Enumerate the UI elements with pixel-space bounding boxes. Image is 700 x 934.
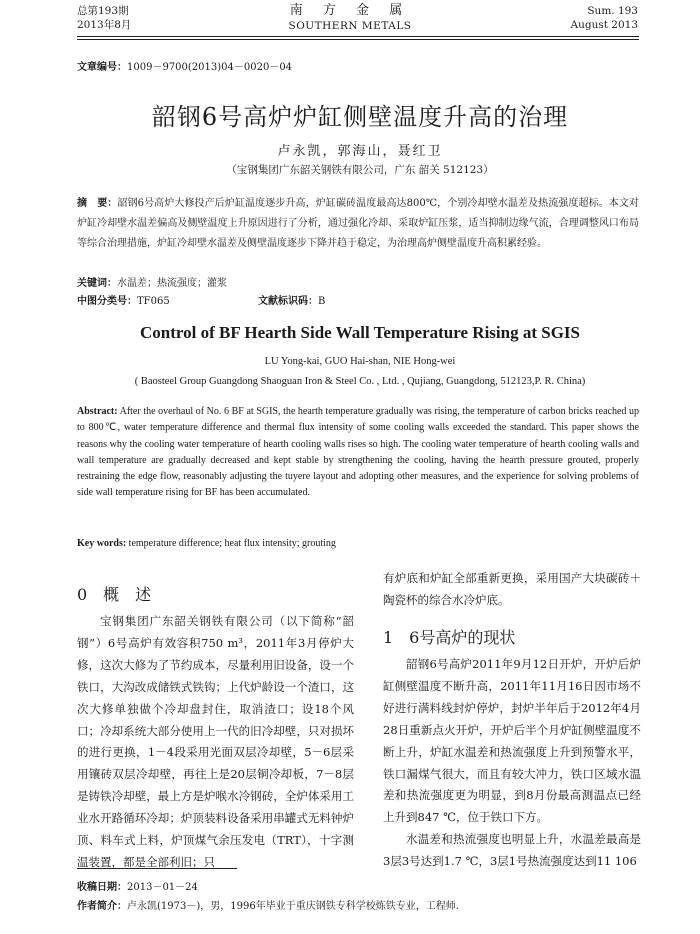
abstract-cn [77,194,639,254]
section-1-paragraph-2: 水温差和热流强度也明显上升，水温差最高是3层3号达到1.7 ℃，3层1号热流强度达到11 106 [383,832,641,869]
keywords-en-label: Key words: [77,538,127,549]
section-0-body [77,611,354,874]
affiliation-en: ( Baosteel Group Guangdong Shaoguan Iron & Steel Co. , Ltd. , Qujiang, Guangdong, 512123,P. R. China) [134,376,586,387]
title-cn: 韶钢6号高炉炉缸侧壁温度升高的治理 [151,103,569,131]
keywords-en-text: temperature difference; heat flux intensity; grouting [126,538,336,549]
header-issue-number-en: Sum. 193 [587,5,638,17]
footnote-rule [77,868,237,869]
authors-en: LU Yong-kai, GUO Hai-shan, NIE Hong-wei [264,356,456,367]
section-0-continuation [383,568,641,612]
doc-code-cn-value: B [318,296,326,307]
journal-name [250,3,450,33]
keywords-cn-text: 水温差；热流强度；灌浆 [117,278,227,289]
section-0-heading: 0 概 述 [77,585,152,604]
keywords-cn-label: 关键词： [77,278,117,289]
received-value: 2013－01－24 [127,882,198,893]
header-rule-thin [77,39,639,40]
header-date-cn: 2013年8月 [77,19,132,31]
classification-cn [77,292,170,307]
abstract-en [77,404,639,502]
section-0-paragraph-1-cont: 有炉底和炉缸全部重新更换，采用国产大块碳砖＋陶瓷杯的综合水冷炉底。 [383,571,641,607]
section-1-heading: 1 6号高炉的现状 [383,628,516,647]
header-issue-number: 总第193期 [77,5,129,17]
doc-code-cn-label: 文献标识码： [258,296,318,307]
author-bio-value: 卢永凯(1973－)，男，1996年毕业于重庆钢铁专科学校炼铁专业，工程师. [127,901,459,912]
received-label: 收稿日期： [77,882,127,893]
keywords-cn [77,274,227,289]
article-number-value: 1009－9700(2013)04－0020－04 [127,62,293,73]
abstract-cn-text: 韶钢6号高炉大修投产后炉缸温度逐步升高，炉缸碳砖温度最高达800℃，个别冷却壁水温差及热流强度超标。本文对炉缸冷却壁水温差偏高及侧壁温度上升原因进行了分析，通过强化冷却、采取炉缸压浆，适当抑制边缘气流，合理调整风口布局等综合治理措施，炉缸冷却壁水温差及侧壁温度逐步下降并趋于稳定，为治理高炉侧壁温度升高积累经验。 [77,198,640,249]
keywords-en [77,538,336,549]
section-0-paragraph-1: 宝钢集团广东韶关钢铁有限公司（以下简称“韶钢”）6号高炉有效容积750 m³，2011年3月停炉大修，这次大修为了节约成本，尽量利用旧设备，设一个铁口，大沟改成储铁式铁钩；上代炉龄设一个渣口，这次大修单独做个冷却盘封住，取消渣口；设18个风口；冷却系统大部分使用上一代的旧冷却壁，只对损坏的进行更换，1－4段采用光面双层冷却壁，5－6层采用镶砖双层冷却壁，再往上是20层铜冷却板，7－8层是铸铁冷却壁，最上方是炉喉水冷钢砖，全炉体采用工业水开路循环冷却；炉顶装料设备采用串罐式无料钟炉顶、料车式上料，炉顶煤气余压发电（TRT），十字测温装置，都是全部利旧；只 [77,614,354,869]
header-date-en: August 2013 [570,19,638,31]
article-number [77,58,292,73]
section-1-body [383,654,641,873]
doc-code-cn [258,292,325,307]
author-bio-label: 作者简介： [77,901,127,912]
affiliation-cn: （宝钢集团广东韶关钢铁有限公司，广东 韶关 512123） [226,164,494,176]
header-issue-en [571,4,639,32]
abstract-cn-label: 摘 要： [77,198,118,209]
title-en: Control of BF Hearth Side Wall Temperature Rising at SGIS [140,323,580,342]
header-issue-cn [77,4,131,32]
journal-name-en: SOUTHERN METALS [288,20,412,32]
footnote-author-bio [77,897,459,912]
header-rule [77,36,639,37]
classification-cn-label: 中图分类号： [77,296,137,307]
article-number-label: 文章编号： [77,62,127,73]
abstract-en-text: After the overhaul of No. 6 BF at SGIS, the hearth temperature gradually was rising, the temperature of carbon bricks reached up to 800℃, water temperature difference and thermal flux intensity of some cooling walls exceeded the standard. This paper shows the reasons why the cooling water temperature of hearth cooling walls rises so high. The cooling water temperature of hearth cooling walls and wall temperature are gradually decreased and kept stable by strengthening the cooling, having the hearth pressure grouted, properly restraining the edge flow, reasonably adjusting the tuyere layout and adopting other measures, and the experience for solving problems of side wall temperature rising for BF has been accumulated. [77,406,639,499]
journal-name-cn: 南 方 金 属 [289,3,411,18]
classification-cn-value: TF065 [137,296,170,307]
abstract-en-label: Abstract: [77,406,118,417]
footnote-received [77,878,198,893]
section-1-paragraph-1: 韶钢6号高炉2011年9月12日开炉，开炉后炉缸侧壁温度不断升高，2011年11月16日因市场不好进行满料线封炉停炉，封炉半年后于2012年4月28日重新点火开炉，开炉后半个月炉缸侧壁温度不断上升，炉缸水温差和热流强度上升到预警水平，铁口漏煤气很大，而且有较大冲力，铁口区域水温差和热流强度更为明显，到8月份最高测温点已经上升到847 ℃，位于铁口下方。 [383,657,641,825]
authors-cn: 卢永凯，郭海山，聂红卫 [277,144,443,159]
